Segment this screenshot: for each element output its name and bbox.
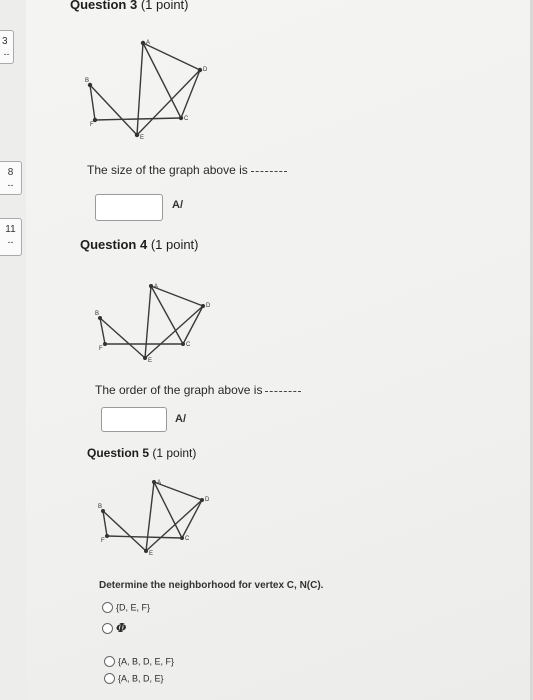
question-4-prompt (95, 383, 301, 397)
radio-button-icon[interactable] (102, 623, 113, 634)
graph-vertices (88, 41, 202, 137)
question-nav-status: -- (7, 237, 14, 247)
vertex-label: C (184, 116, 189, 122)
question-4-graph (95, 282, 220, 362)
question-nav-status: -- (7, 180, 14, 190)
vertex-label: E (149, 551, 154, 556)
option-label: {A, B, D, E, F} (118, 656, 175, 667)
question-nav-number: 8 (7, 167, 14, 178)
vertex-label: A (154, 284, 159, 290)
question-title-text: Question 4 (80, 237, 148, 252)
question-title-text: Question 3 (70, 0, 138, 12)
question-nav-8[interactable] (0, 161, 22, 195)
option-row[interactable] (104, 673, 164, 684)
option-row[interactable] (102, 621, 126, 635)
question-nav-11[interactable] (0, 218, 22, 256)
question-4-answer-input[interactable] (101, 407, 167, 432)
spellcheck-icon[interactable]: A/ (175, 413, 186, 425)
question-title-text: Question 5 (87, 446, 150, 460)
option-row[interactable] (104, 656, 174, 667)
vertex-label: C (185, 536, 190, 542)
question-3-answer-input[interactable] (95, 194, 163, 221)
question-points: (1 point) (152, 446, 197, 460)
radio-button-icon[interactable] (104, 656, 115, 667)
prompt-text: The order of the graph above is (95, 383, 263, 397)
vertex-label: B (95, 311, 100, 317)
answer-blank (251, 171, 287, 172)
vertex-label: A (157, 480, 162, 486)
option-row[interactable] (102, 602, 150, 613)
question-3-prompt (87, 163, 287, 177)
question-nav-status: -- (3, 49, 10, 59)
question-nav-3[interactable] (0, 30, 14, 64)
vertex-label: A (146, 40, 151, 46)
question-nav-number: 11 (5, 224, 16, 235)
question-5-title (87, 446, 196, 460)
question-5-graph (98, 478, 216, 556)
answer-blank (265, 391, 301, 392)
vertex-label: F (90, 122, 94, 128)
prompt-text: The size of the graph above is (87, 163, 248, 177)
vertex-label: D (206, 303, 211, 309)
vertex-label: F (99, 346, 103, 352)
option-label: {A, B, D, E} (118, 673, 164, 684)
vertex-label: B (98, 504, 103, 510)
question-3-title (70, 0, 189, 12)
radio-button-icon[interactable] (104, 673, 115, 684)
prompt-text: Determine the neighborhood for vertex C, N(C). (99, 580, 324, 591)
question-4-title (80, 237, 199, 252)
question-points: (1 point) (140, 0, 189, 12)
question-points: (1 point) (150, 237, 199, 252)
spellcheck-icon[interactable]: A/ (172, 199, 183, 211)
vertex-label: D (203, 67, 208, 73)
vertex-label: E (140, 135, 145, 141)
graph-vertices (98, 284, 205, 360)
vertex-label: F (101, 538, 105, 544)
vertex-label: C (186, 342, 191, 348)
question-5-prompt (99, 580, 323, 591)
question-3-graph (85, 38, 215, 142)
vertex-label: D (205, 497, 210, 503)
vertex-label: B (85, 78, 90, 84)
question-nav-number: 3 (2, 36, 8, 47)
vertex-label: E (148, 358, 153, 362)
option-label: {D, E, F} (116, 602, 151, 613)
radio-button-icon[interactable] (102, 602, 113, 613)
option-label: Φ (116, 621, 127, 635)
